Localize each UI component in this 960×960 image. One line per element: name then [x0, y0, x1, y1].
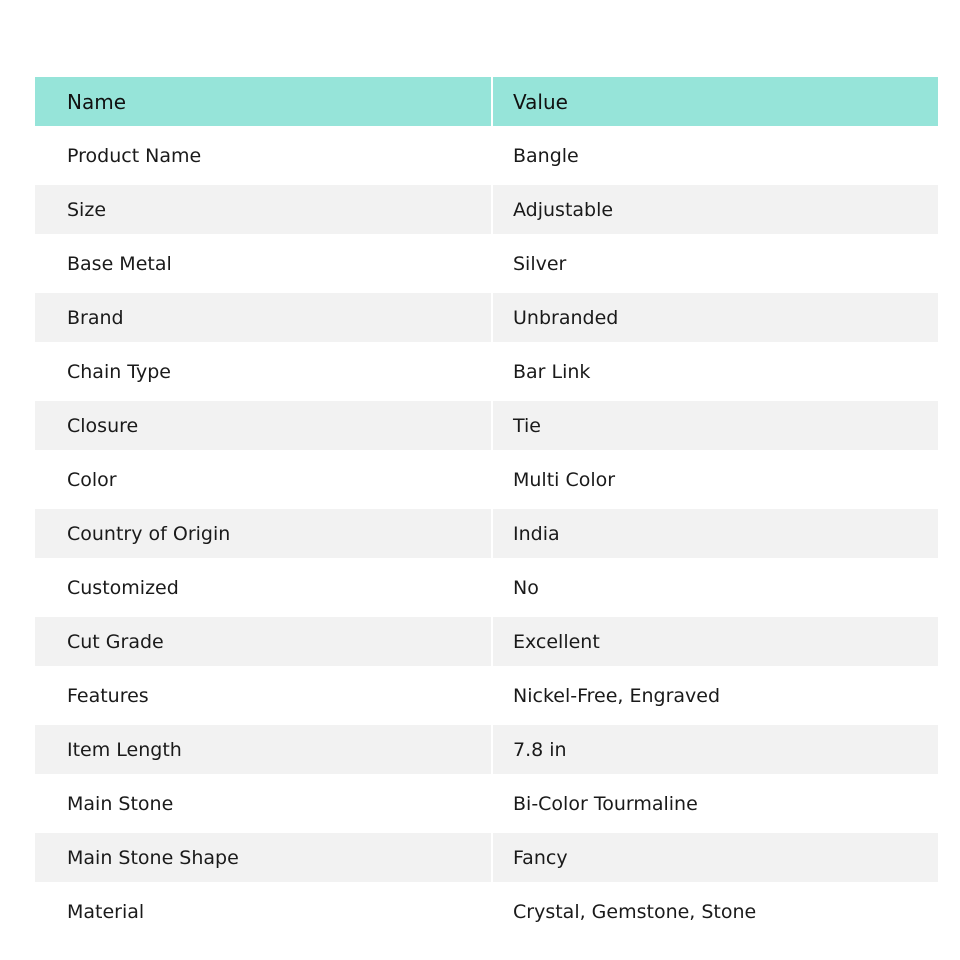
row-name-cell: Brand	[35, 288, 491, 342]
table-row	[35, 504, 938, 558]
row-value-cell: Silver	[491, 234, 938, 288]
table-row	[35, 180, 938, 234]
table-row	[35, 288, 938, 342]
row-value-cell: Crystal, Gemstone, Stone	[491, 882, 938, 936]
row-name-cell: Material	[35, 882, 491, 936]
row-name-cell: Item Length	[35, 720, 491, 774]
table-row	[35, 234, 938, 288]
row-name-cell: Product Name	[35, 126, 491, 180]
row-name-cell: Closure	[35, 396, 491, 450]
table-row	[35, 126, 938, 180]
table-header-row	[35, 77, 938, 126]
row-value-cell: India	[491, 504, 938, 558]
row-value-cell: Bar Link	[491, 342, 938, 396]
table-row	[35, 828, 938, 882]
row-value-cell: 7.8 in	[491, 720, 938, 774]
row-value-cell: Multi Color	[491, 450, 938, 504]
spec-table	[35, 77, 938, 936]
row-value-cell: Excellent	[491, 612, 938, 666]
row-name-cell: Cut Grade	[35, 612, 491, 666]
row-value-cell: Nickel-Free, Engraved	[491, 666, 938, 720]
table-row	[35, 612, 938, 666]
row-name-cell: Customized	[35, 558, 491, 612]
row-value-cell: Tie	[491, 396, 938, 450]
row-value-cell: Bi-Color Tourmaline	[491, 774, 938, 828]
row-name-cell: Features	[35, 666, 491, 720]
row-value-cell: Bangle	[491, 126, 938, 180]
row-name-cell: Base Metal	[35, 234, 491, 288]
table-row	[35, 396, 938, 450]
table-row	[35, 720, 938, 774]
table-row	[35, 882, 938, 936]
row-value-cell: Adjustable	[491, 180, 938, 234]
table-row	[35, 774, 938, 828]
table-row	[35, 666, 938, 720]
row-value-cell: Unbranded	[491, 288, 938, 342]
row-name-cell: Size	[35, 180, 491, 234]
row-name-cell: Country of Origin	[35, 504, 491, 558]
column-header-name: Name	[35, 77, 491, 126]
table-body	[35, 126, 938, 936]
table-row	[35, 342, 938, 396]
row-name-cell: Main Stone Shape	[35, 828, 491, 882]
column-header-value: Value	[491, 77, 938, 126]
table-row	[35, 558, 938, 612]
row-value-cell: Fancy	[491, 828, 938, 882]
row-value-cell: No	[491, 558, 938, 612]
row-name-cell: Main Stone	[35, 774, 491, 828]
table-row	[35, 450, 938, 504]
row-name-cell: Chain Type	[35, 342, 491, 396]
row-name-cell: Color	[35, 450, 491, 504]
